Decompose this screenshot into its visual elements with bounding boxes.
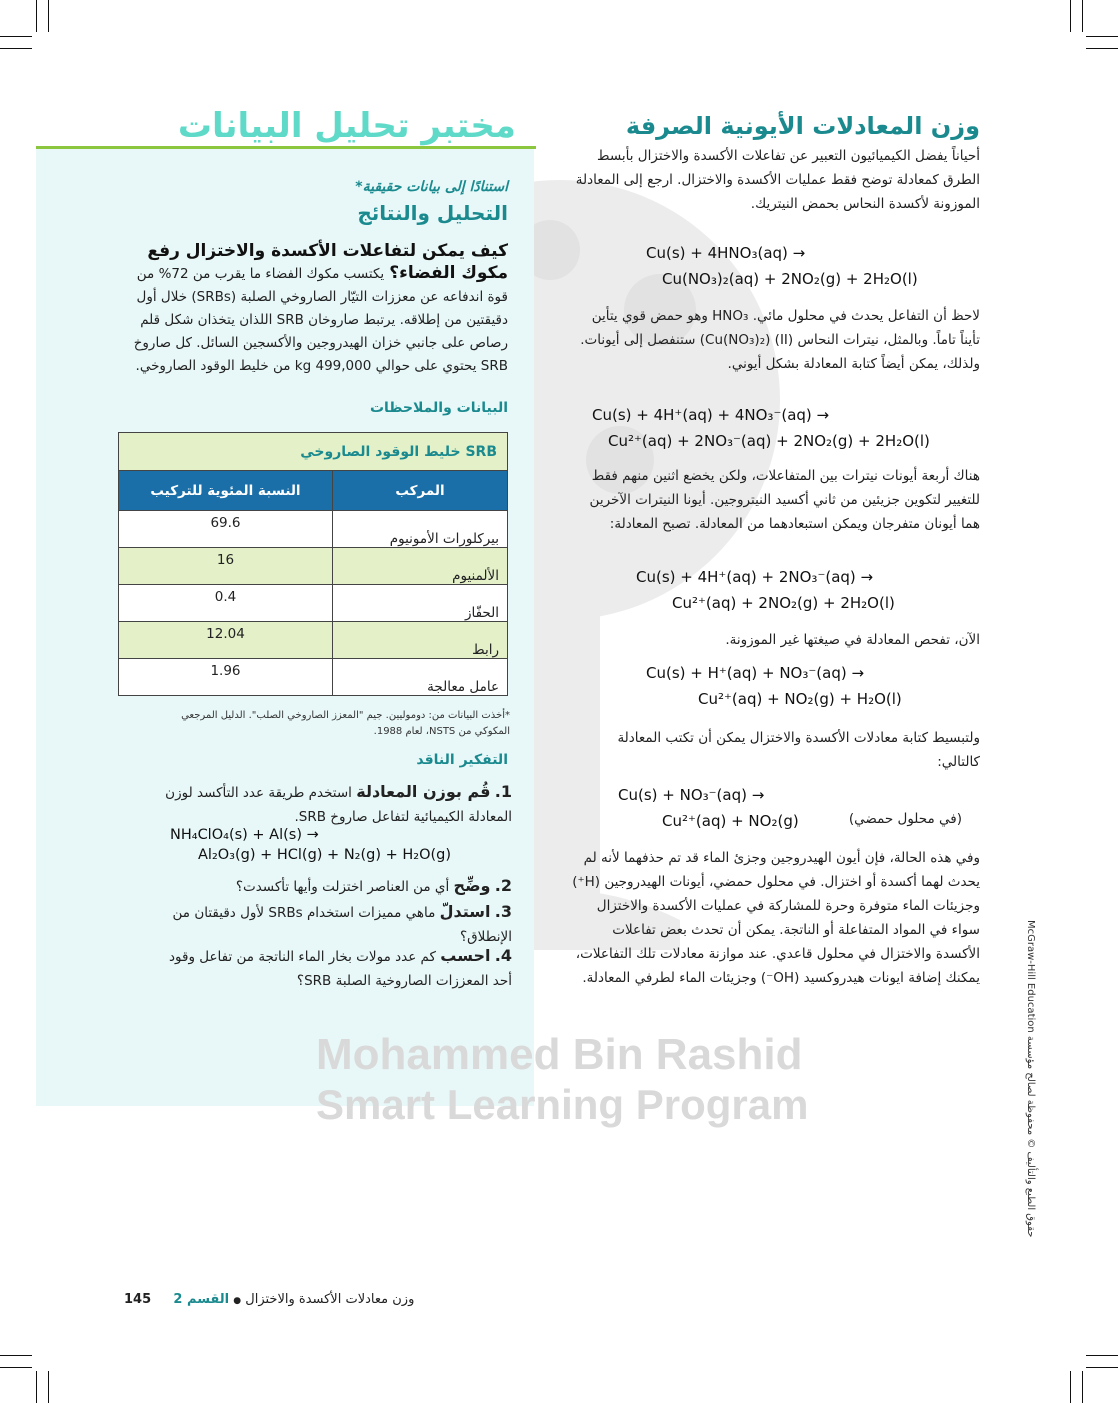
lab-question-heading: كيف يمكن لتفاعلات الأكسدة والاختزال رفع مكوك الفضاء؟ bbox=[147, 241, 508, 283]
data-lab-title: مختبر تحليل البيانات bbox=[177, 106, 516, 146]
watermark-line-2: Smart Learning Program bbox=[316, 1081, 809, 1128]
table-row bbox=[119, 548, 508, 585]
compound-cell: الألمنيوم bbox=[332, 548, 507, 585]
equation-3-line-1: Cu(s) + 4H⁺(aq) + 2NO₃⁻(aq) → bbox=[636, 568, 874, 586]
question-4-number: 4. bbox=[494, 946, 512, 965]
lab-question-body: يكتسب مكوك الفضاء ما يقرب من 72% من قوة اندفاعه عن معززات التيّار الصاروخي الصلبة (SRBs) خلال أول دقيقتين من إطلاقه. يرتبط صاروخان SRB اللذان يتخذان شكل قلم رصاص على جانبي خزان الهيدروجين والأكسجين السائل. كل صاروخ SRB يحتوي على حوالي 499,000 kg من خليط الوقود الصاروخي. bbox=[133, 266, 508, 374]
compound-cell: رابط bbox=[332, 622, 507, 659]
crop-mark bbox=[0, 36, 32, 37]
column-header-compound: المركب bbox=[332, 471, 507, 511]
crop-mark bbox=[1070, 0, 1071, 32]
question-1-equation-line-1: NH₄ClO₄(s) + Al(s) → bbox=[170, 827, 319, 843]
percent-cell: 69.6 bbox=[119, 511, 333, 548]
question-3 bbox=[150, 900, 512, 949]
equation-4-line-2: Cu²⁺(aq) + NO₂(g) + H₂O(l) bbox=[698, 690, 902, 708]
title-rule bbox=[36, 146, 536, 149]
side-copyright-wrapper bbox=[1026, 920, 1046, 1300]
data-heading: البيانات والملاحظات bbox=[369, 400, 508, 416]
crop-mark bbox=[36, 0, 37, 32]
srb-table bbox=[118, 432, 508, 696]
paragraph-6: وفي هذه الحالة، فإن أيون الهيدروجين وجزئ الماء قد تم حذفهما لأنه لم يحدث لهما أكسدة أو اختزال. في محلول حمضي، أيونات الهيدروجين (H⁺) وجزيئات الماء متوفرة وحرة للمشاركة في عمليات الأكسدة والاختزال سواء في المواد المتفاعلة أو الناتجة. يمكن أن تحدث بعض تفاعلات الأكسدة والاختزال في محلول قاعدي. عند موازنة معادلات تلك التفاعلات، يمكنك إضافة ايونات هيدروكسيد (OH⁻) وجزيئات الماء لطرفي المعادلة. bbox=[572, 850, 980, 986]
compound-cell: الحفّاز bbox=[332, 585, 507, 622]
percent-cell: 16 bbox=[119, 548, 333, 585]
percent-cell: 0.4 bbox=[119, 585, 333, 622]
crop-mark bbox=[1086, 36, 1118, 37]
crop-mark bbox=[1082, 0, 1083, 32]
question-2-verb: وضِّح bbox=[453, 876, 491, 895]
crop-mark bbox=[0, 1367, 32, 1368]
data-footnote: *أخذت البيانات من: دوموليين. جيم "المعزز الصاروخي الصلب". الدليل المرجعي المكوكي من NSTS، لعام 1988. bbox=[181, 710, 510, 737]
question-3-number: 3. bbox=[494, 902, 512, 921]
watermark-line-1: Mohammed Bin Rashid bbox=[316, 1030, 803, 1079]
table-caption: SRB خليط الوقود الصاروخي bbox=[119, 433, 508, 471]
question-4-verb: احسب bbox=[440, 946, 491, 965]
footer-bullet: ● bbox=[233, 1296, 242, 1306]
crop-mark bbox=[0, 1355, 32, 1356]
question-2-text: أي من العناصر اختزلت وأيها تأكسدت؟ bbox=[235, 879, 450, 895]
lab-question-block bbox=[116, 240, 508, 377]
table-row bbox=[119, 511, 508, 548]
crop-mark bbox=[36, 1371, 37, 1403]
equation-5-line-2: Cu²⁺(aq) + NO₂(g) bbox=[662, 812, 799, 830]
equation-3-line-2: Cu²⁺(aq) + 2NO₂(g) + 2H₂O(l) bbox=[672, 594, 895, 612]
paragraph-4: الآن، تفحص المعادلة في صيغتها غير الموزونة. bbox=[725, 632, 980, 648]
equation-2-line-2: Cu²⁺(aq) + 2NO₃⁻(aq) + 2NO₂(g) + 2H₂O(l) bbox=[608, 432, 930, 450]
compound-cell: عامل معالجة bbox=[332, 659, 507, 696]
page-footer bbox=[124, 1292, 424, 1307]
crop-mark bbox=[1070, 1371, 1071, 1403]
paragraph-3: هناك أربعة أيونات نيترات بين المتفاعلات، ولكن يخضع اثنين منهم فقط للتغيير لتكوين جزيئين من ثاني أكسيد النيتروجين. أيونا النيترات الآخرين هما أيونان متفرجان ويمكن استبعادهما من المعادلة. تصبح المعادلة: bbox=[589, 468, 980, 532]
ionic-equations-section bbox=[572, 108, 980, 216]
paragraph-2: لاحظ أن التفاعل يحدث في محلول مائي. HNO₃ وهو حمض قوي يتأين تأيناً تاماً. وبالمثل، نيترات النحاس (II) (Cu(NO₃)₂) ستنفصل إلى أيونات. ولذلك، يمكن أيضاً كتابة المعادلة بشكل أيوني. bbox=[580, 308, 980, 372]
question-1-verb: قُم بوزن المعادلة bbox=[356, 782, 491, 801]
table-row bbox=[119, 622, 508, 659]
equation-5-line-1: Cu(s) + NO₃⁻(aq) → bbox=[618, 786, 765, 804]
lab-subtitle-small: استنادًا إلى بيانات حقيقية* bbox=[355, 179, 508, 195]
column-header-percent: النسبة المئوية للتركيب bbox=[119, 471, 333, 511]
footer-section-title: وزن معادلات الأكسدة والاختزال bbox=[245, 1292, 415, 1307]
question-2 bbox=[150, 874, 512, 899]
lab-subtitle-big: التحليل والنتائج bbox=[357, 201, 508, 225]
table-row bbox=[119, 585, 508, 622]
question-1-equation-line-2: Al₂O₃(g) + HCl(g) + N₂(g) + H₂O(g) bbox=[198, 847, 452, 863]
page-number: 145 bbox=[124, 1292, 152, 1307]
equation-5-note: (في محلول حمضي) bbox=[848, 811, 962, 827]
crop-mark bbox=[1086, 48, 1118, 49]
question-1-number: 1. bbox=[494, 782, 512, 801]
question-3-verb: استدلّ bbox=[439, 902, 491, 921]
crop-mark bbox=[1086, 1355, 1118, 1356]
equation-1-line-1: Cu(s) + 4HNO₃(aq) → bbox=[646, 244, 806, 262]
question-4 bbox=[150, 944, 512, 993]
lab-subtitle-block bbox=[116, 176, 508, 228]
question-3-text: ماهي مميزات استخدام SRBs لأول دقيقتان من الإنطلاق؟ bbox=[172, 905, 512, 945]
equation-1-line-2: Cu(NO₃)₂(aq) + 2NO₂(g) + 2H₂O(l) bbox=[662, 270, 918, 288]
side-copyright: حقوق الطبع والتأليف © محفوظة لصالح مؤسسة McGraw-Hill Education bbox=[1025, 920, 1036, 1238]
equation-4-line-1: Cu(s) + H⁺(aq) + NO₃⁻(aq) → bbox=[646, 664, 865, 682]
critical-thinking-heading: التفكير الناقد bbox=[416, 752, 508, 768]
equation-2-line-1: Cu(s) + 4H⁺(aq) + 4NO₃⁻(aq) → bbox=[592, 406, 830, 424]
crop-mark bbox=[0, 48, 32, 49]
question-1-text: استخدم طريقة عدد التأكسد لوزن المعادلة الكيميائية لتفاعل صاروخ SRB. bbox=[165, 785, 512, 825]
paragraph-5: ولتبسيط كتابة معادلات الأكسدة والاختزال يمكن أن تكتب المعادلة كالتالي: bbox=[617, 730, 980, 770]
crop-mark bbox=[48, 1371, 49, 1403]
question-4-text: كم عدد مولات بخار الماء الناتجة من تفاعل وقود أحد المعززات الصاروخية الصلبة SRB؟ bbox=[169, 949, 512, 989]
crop-mark bbox=[48, 0, 49, 32]
section-title: وزن المعادلات الأيونية الصرفة bbox=[625, 112, 980, 140]
compound-cell: بيركلورات الأمونيوم bbox=[332, 511, 507, 548]
crop-mark bbox=[1086, 1367, 1118, 1368]
table-row bbox=[119, 659, 508, 696]
srb-table-wrapper bbox=[118, 432, 508, 696]
question-2-number: 2. bbox=[494, 876, 512, 895]
footer-section-label: القسم 2 bbox=[173, 1292, 230, 1307]
crop-mark bbox=[1082, 1371, 1083, 1403]
intro-paragraph: أحياناً يفضل الكيميائيون التعبير عن تفاعلات الأكسدة والاختزال بأبسط الطرق كمعادلة توضح فقط عمليات الأكسدة والاختزال. ارجع إلى المعادلة الموزونة لأكسدة النحاس بحمض النيتريك. bbox=[575, 148, 980, 212]
percent-cell: 12.04 bbox=[119, 622, 333, 659]
percent-cell: 1.96 bbox=[119, 659, 333, 696]
